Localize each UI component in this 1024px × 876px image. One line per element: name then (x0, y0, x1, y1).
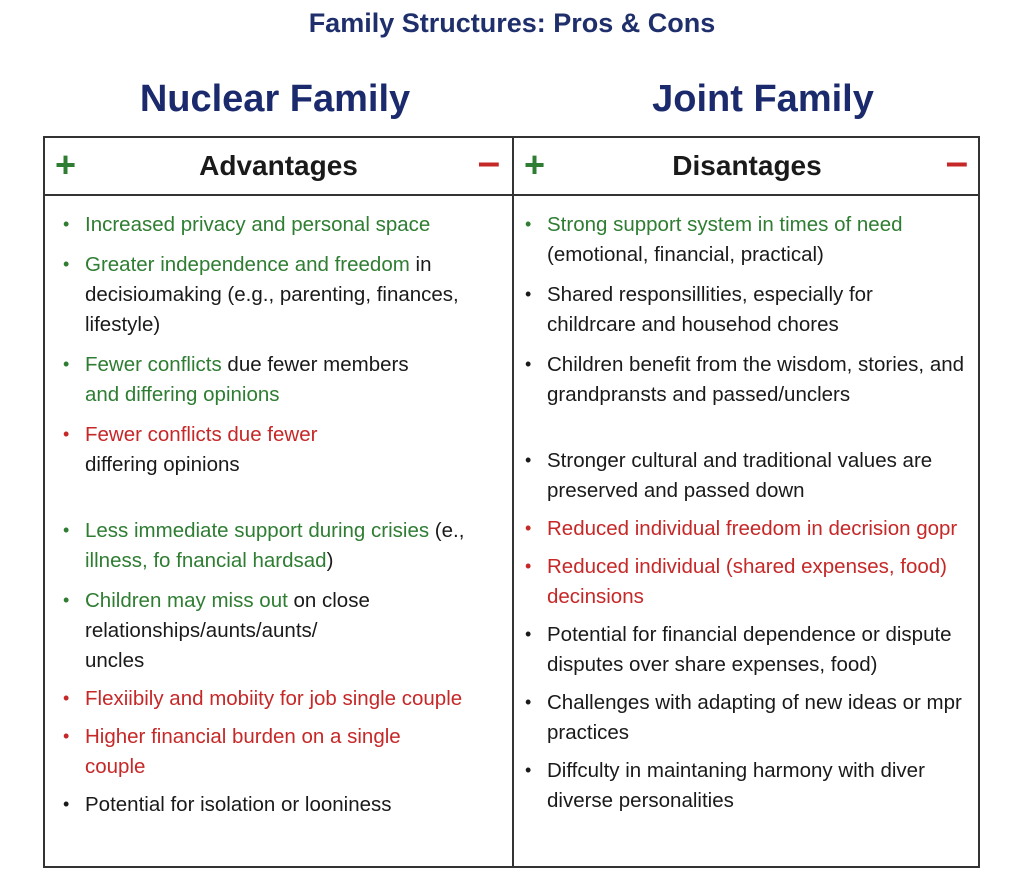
list-item (63, 350, 511, 410)
disadvantages-header (514, 138, 980, 194)
list-item-text: (e., (434, 519, 465, 542)
list-item (525, 210, 977, 270)
list-item-text: Increased privacy and personal space (85, 213, 431, 236)
header-row-divider (45, 194, 978, 196)
list-item (63, 722, 511, 782)
nuclear-family-list (63, 210, 511, 820)
list-item-text: Flexiibily and mobiity for job single couple (85, 687, 463, 710)
list-item-text: Reduced individual freedom in decrision gopr (547, 517, 958, 540)
list-item-text: Greater independence and freedom (85, 253, 410, 276)
list-item (63, 684, 511, 714)
plus-icon: + (524, 144, 546, 185)
list-item-text: differing opinions (85, 453, 240, 476)
list-item-text: on close relationships/aunts/aunts/ uncles (85, 589, 370, 672)
list-item (525, 688, 977, 748)
list-item (525, 280, 977, 340)
list-item (525, 514, 977, 544)
list-item-text: Children may miss out (85, 589, 288, 612)
list-item-text: ) (326, 549, 334, 572)
list-item-text: Higher financial burden on a single couple (85, 725, 401, 778)
list-item (63, 516, 511, 576)
list-item-text: Potential for isolation or looniness (85, 793, 392, 816)
list-item-text: Children benefit from the wisdom, stories, and grandpransts and passed/unclers (547, 353, 965, 406)
nuclear-family-heading: Nuclear Family (139, 78, 411, 120)
list-item (525, 756, 977, 816)
list-item (525, 552, 977, 612)
list-item (63, 210, 511, 240)
plus-icon: + (55, 144, 77, 185)
advantages-label: Advantages (199, 150, 358, 181)
list-item-text: Stronger cultural and traditional values are preserved and passed down (547, 449, 933, 502)
list-item (63, 586, 511, 676)
list-item-text: Fewer conflicts due fewer (85, 423, 318, 446)
joint-family-list (525, 210, 977, 816)
list-item (525, 350, 977, 410)
joint-family-heading: Joint Family (652, 78, 874, 120)
list-item (63, 790, 511, 820)
list-item (63, 250, 511, 340)
column-divider (512, 138, 514, 866)
comparison-table (43, 136, 980, 868)
list-item-text: Shared responsillities, especially for childrcare and househod chores (547, 283, 873, 336)
page-title: Family Structures: Pros & Cons (308, 8, 716, 38)
list-item (525, 620, 977, 680)
list-item-text: Potential for financial dependence or dispute disputes over share expenses, food) (547, 623, 952, 676)
list-item-text: Strong support system in times of need (547, 213, 903, 236)
disadvantages-label: Disantages (672, 150, 822, 181)
list-item-text: due fewer members (227, 353, 409, 376)
list-item-text: Diffculty in maintaning harmony with diver diverse personalities (547, 759, 925, 812)
list-item-text: Reduced individual (shared expenses, food) decinsions (547, 555, 948, 608)
list-item-text: in decisioɹmaking (e.g., parenting, finances, lifestyle) (85, 253, 459, 336)
list-item-text: Less immediate support during crisies (85, 519, 430, 542)
list-item (63, 420, 511, 480)
list-item (525, 446, 977, 506)
list-item-text: Fewer conflicts (85, 353, 222, 376)
list-item-text: (emotional, financial, practical) (547, 243, 824, 266)
minus-icon: – (945, 140, 968, 184)
list-item-text: and differing opinions (85, 383, 280, 406)
list-item-text: Challenges with adapting of new ideas or mpr practices (547, 691, 962, 744)
minus-icon: – (477, 140, 500, 184)
list-item-text: illness, fo fnancial hardsad (85, 549, 327, 572)
advantages-header (45, 138, 512, 194)
